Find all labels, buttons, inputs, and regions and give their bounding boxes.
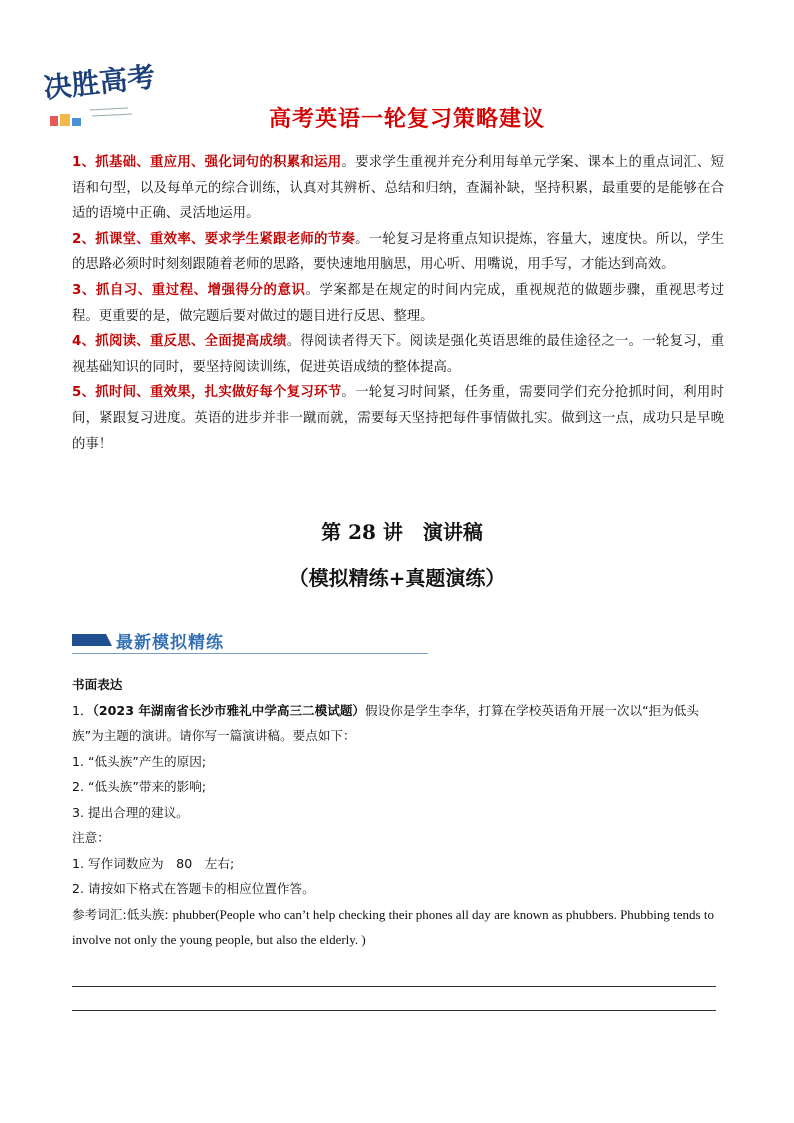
banner-bar — [72, 634, 112, 646]
vocab-hint — [72, 902, 724, 953]
lecture-subtitle: （模拟精练+真题演练） — [288, 566, 506, 590]
advice-lead: 3、抓自习、重过程、增强得分的意识 — [72, 282, 306, 298]
advice-body: 。得阅读者得天下。阅读是强化英语思维的最佳途径之一。一轮复习，重视基础知识的同时，要坚持阅读训练，促进英语成绩的整体提高。 — [72, 334, 724, 375]
advice-item — [72, 329, 724, 380]
advice-body: 。一轮复习时间紧，任务重，需要同学们充分抢抓时间，利用时间，紧跟复习进度。英语的进步并非一蹴而就，需要每天坚持把每件事情做扎实。做到这一点，成功只是早晚的事！ — [72, 385, 724, 452]
vocab-label: 参考词汇:低头族: — [72, 906, 173, 922]
advice-lead: 4、抓阅读、重反思、全面提高成绩 — [72, 334, 287, 350]
advice-lead: 2、抓课堂、重效率、要求学生紧跟老师的节奏 — [72, 231, 356, 247]
answer-line[interactable] — [72, 1010, 716, 1011]
advice-item — [72, 380, 724, 457]
exercise-point: 3. 提出合理的建议。 — [72, 804, 189, 820]
logo-wordmark: 决胜高考 — [42, 60, 157, 105]
exercise-note: 1. 写作词数应为 80 左右; — [72, 855, 235, 871]
section-banner — [72, 628, 428, 654]
section-label: 最新模拟精练 — [116, 633, 224, 653]
exercise-block — [72, 672, 724, 953]
lecture-title: 第 28 讲 演讲稿 — [321, 520, 483, 544]
advice-body: 。学案都是在规定的时间内完成，重视规范的做题步骤，重视思考过程。更重要的是，做完题后要对做过的题目进行反思、整理。 — [72, 282, 724, 324]
advice-item — [72, 227, 724, 278]
notes-label: 注意： — [72, 830, 110, 845]
advice-item — [72, 278, 724, 329]
advice-item — [72, 150, 724, 227]
exercise-note: 2. 请按如下格式在答题卡的相应位置作答。 — [72, 881, 315, 896]
exercise-source: （2023 年湖南省长沙市雅礼中学高三二模试题） — [92, 702, 366, 718]
advice-body: 。一轮复习是将重点知识提炼，容量大，速度快。所以，学生的思路必须时时刻刻跟随着老师的思路，要快速地用脑思，用心听、用嘴说，用手写，才能达到高效。 — [72, 231, 724, 273]
exercise-point: 1. “低头族”产生的原因; — [72, 753, 207, 769]
exercise-prompt — [72, 698, 724, 749]
advice-lead: 5、抓时间、重效果，扎实做好每个复习环节 — [72, 385, 342, 401]
exercise-point: 2. “低头族”带来的影响; — [72, 779, 207, 794]
exercise-category: 书面表达 — [72, 677, 123, 692]
document-title: 高考英语一轮复习策略建议 — [268, 107, 545, 132]
answer-line[interactable] — [72, 986, 716, 987]
section-rule — [72, 653, 428, 654]
advice-lead: 1、抓基础、重应用、强化词句的积累和运用 — [72, 155, 342, 170]
exercise-prompt-text: 假设你是学生李华，打算在学校英语角开展一次以“拒为低头族”为主题的演讲。请你写一篇演讲稿。要点如下： — [72, 702, 699, 743]
advice-body: 。要求学生重视并充分利用每单元学案、课本上的重点词汇、短语和句型，以及每单元的综合训练，认真对其辨析、总结和归纳，查漏补缺，坚持积累，最重要的是能够在合适的语境中正确、灵活地运用。 — [72, 155, 724, 222]
vocab-text: phubber(People who can’t help checking their phones all day are known as phubbers. Phubbing tends to involve not only the young people, but also the elderly. ) — [72, 906, 714, 947]
exercise-number: 1． — [72, 702, 93, 718]
advice-list — [72, 150, 724, 457]
